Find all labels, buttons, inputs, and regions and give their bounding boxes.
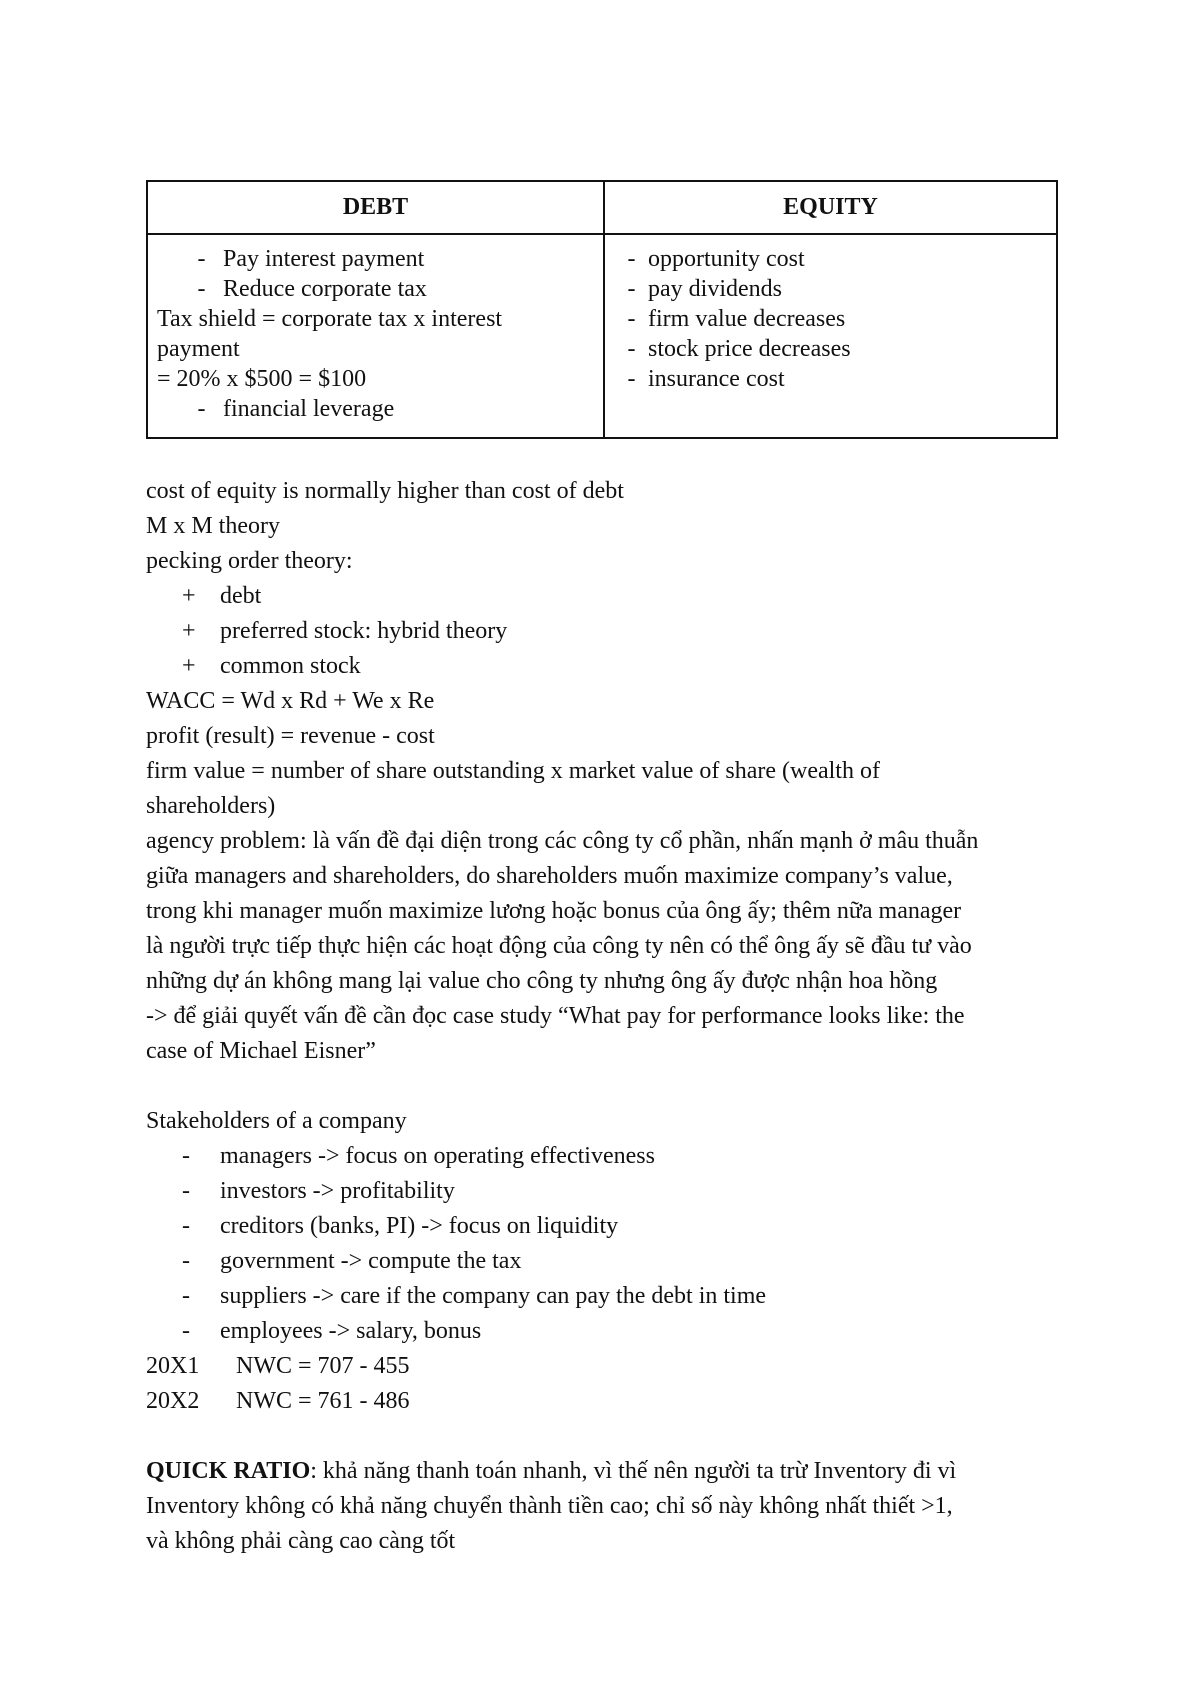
bullet-dash: - [197, 396, 206, 422]
quick-ratio-line: Inventory không có khả năng chuyển thành tiền cao; chỉ số này không nhất thiết >1, [146, 1493, 953, 1519]
bullet-dash: - [182, 1178, 190, 1204]
bullet-dash: - [627, 366, 636, 392]
header-equity: EQUITY [783, 194, 878, 220]
nwc-year: 20X2 [146, 1388, 200, 1414]
debt-bullet-text: Reduce corporate tax [223, 276, 427, 302]
note-line: cost of equity is normally higher than cost of debt [146, 478, 624, 504]
bullet-dash: - [627, 306, 636, 332]
nwc-formula: NWC = 761 - 486 [236, 1388, 410, 1414]
equity-bullet-text: pay dividends [648, 276, 782, 302]
stakeholder-text: government -> compute the tax [220, 1248, 522, 1274]
nwc-formula: NWC = 707 - 455 [236, 1353, 410, 1379]
stakeholder-item [146, 1279, 1066, 1314]
debt-equity-table [146, 180, 1058, 439]
stakeholder-item [146, 1314, 1066, 1349]
pecking-item [146, 579, 1066, 614]
firm-value-line: shareholders) [146, 793, 276, 819]
note-line: pecking order theory: [146, 548, 353, 574]
agency-line: là người trực tiếp thực hiện các hoạt động của công ty nên có thể ông ấy sẽ đầu tư vào [146, 933, 972, 959]
agency-line: giữa managers and shareholders, do shareholders muốn maximize company’s value, [146, 863, 953, 889]
equity-bullet [615, 244, 1035, 274]
pecking-item-text: debt [220, 583, 262, 609]
quick-ratio-line [146, 1454, 1066, 1489]
profit-formula: profit (result) = revenue - cost [146, 723, 435, 749]
agency-line: agency problem: là vấn đề đại diện trong các công ty cổ phần, nhấn mạnh ở mâu thuẫn [146, 828, 979, 854]
pecking-item [146, 649, 1066, 684]
quick-ratio-label: QUICK RATIO [146, 1458, 311, 1484]
bullet-dash: - [627, 276, 636, 302]
equity-bullet [615, 334, 1035, 364]
bullet-dash: - [182, 1283, 190, 1309]
quick-ratio-line: và không phải càng cao càng tốt [146, 1528, 456, 1554]
bullet-dash: - [627, 336, 636, 362]
nwc-line [146, 1349, 1066, 1384]
stakeholder-item [146, 1174, 1066, 1209]
plus-mark: + [182, 618, 196, 644]
debt-bullet [157, 274, 587, 304]
pecking-item [146, 614, 1066, 649]
tax-shield-line: = 20% x $500 = $100 [157, 366, 367, 392]
stakeholder-text: creditors (banks, PI) -> focus on liquidity [220, 1213, 619, 1239]
quick-ratio-text: : khả năng thanh toán nhanh, vì thế nên người ta trừ Inventory đi vì [310, 1458, 957, 1484]
equity-bullet-text: firm value decreases [648, 306, 846, 332]
debt-cell [157, 244, 587, 424]
debt-bullet-text: financial leverage [223, 396, 395, 422]
stakeholder-item [146, 1209, 1066, 1244]
stakeholder-text: investors -> profitability [220, 1178, 455, 1204]
debt-bullet [157, 394, 587, 424]
bullet-dash: - [197, 246, 206, 272]
pecking-item-text: common stock [220, 653, 361, 679]
header-divider [148, 233, 1056, 235]
agency-line: những dự án không mang lại value cho công ty nhưng ông ấy được nhận hoa hồng [146, 968, 938, 994]
stakeholders-title: Stakeholders of a company [146, 1108, 407, 1134]
tax-shield-line: Tax shield = corporate tax x interest [157, 306, 503, 332]
plus-mark: + [182, 653, 196, 679]
bullet-dash: - [182, 1143, 190, 1169]
nwc-line [146, 1384, 1066, 1419]
stakeholder-text: managers -> focus on operating effectiveness [220, 1143, 655, 1169]
equity-bullet-text: opportunity cost [648, 246, 805, 272]
firm-value-line: firm value = number of share outstanding x market value of share (wealth of [146, 758, 880, 784]
stakeholder-item [146, 1244, 1066, 1279]
equity-bullet-text: insurance cost [648, 366, 785, 392]
stakeholder-text: employees -> salary, bonus [220, 1318, 482, 1344]
stakeholder-text: suppliers -> care if the company can pay the debt in time [220, 1283, 767, 1309]
plus-mark: + [182, 583, 196, 609]
stakeholder-item [146, 1139, 1066, 1174]
tax-shield-line: payment [157, 336, 240, 362]
debt-bullet [157, 244, 587, 274]
blank-line [146, 1419, 1066, 1454]
debt-bullet-text: Pay interest payment [223, 246, 425, 272]
agency-line: case of Michael Eisner” [146, 1038, 376, 1064]
blank-line [146, 1069, 1066, 1104]
pecking-item-text: preferred stock: hybrid theory [220, 618, 508, 644]
equity-cell [615, 244, 1035, 394]
equity-bullet [615, 274, 1035, 304]
equity-bullet-text: stock price decreases [648, 336, 851, 362]
agency-line: -> để giải quyết vấn đề cần đọc case study “What pay for performance looks like: the [146, 1003, 965, 1029]
bullet-dash: - [197, 276, 206, 302]
equity-bullet [615, 304, 1035, 334]
wacc-formula: WACC = Wd x Rd + We x Re [146, 688, 435, 714]
notes-body [146, 474, 1066, 1559]
bullet-dash: - [627, 246, 636, 272]
equity-bullet [615, 364, 1035, 394]
bullet-dash: - [182, 1248, 190, 1274]
note-line: M x M theory [146, 513, 280, 539]
bullet-dash: - [182, 1318, 190, 1344]
nwc-year: 20X1 [146, 1353, 200, 1379]
header-debt: DEBT [342, 194, 409, 220]
bullet-dash: - [182, 1213, 190, 1239]
agency-line: trong khi manager muốn maximize lương hoặc bonus của ông ấy; thêm nữa manager [146, 898, 962, 924]
